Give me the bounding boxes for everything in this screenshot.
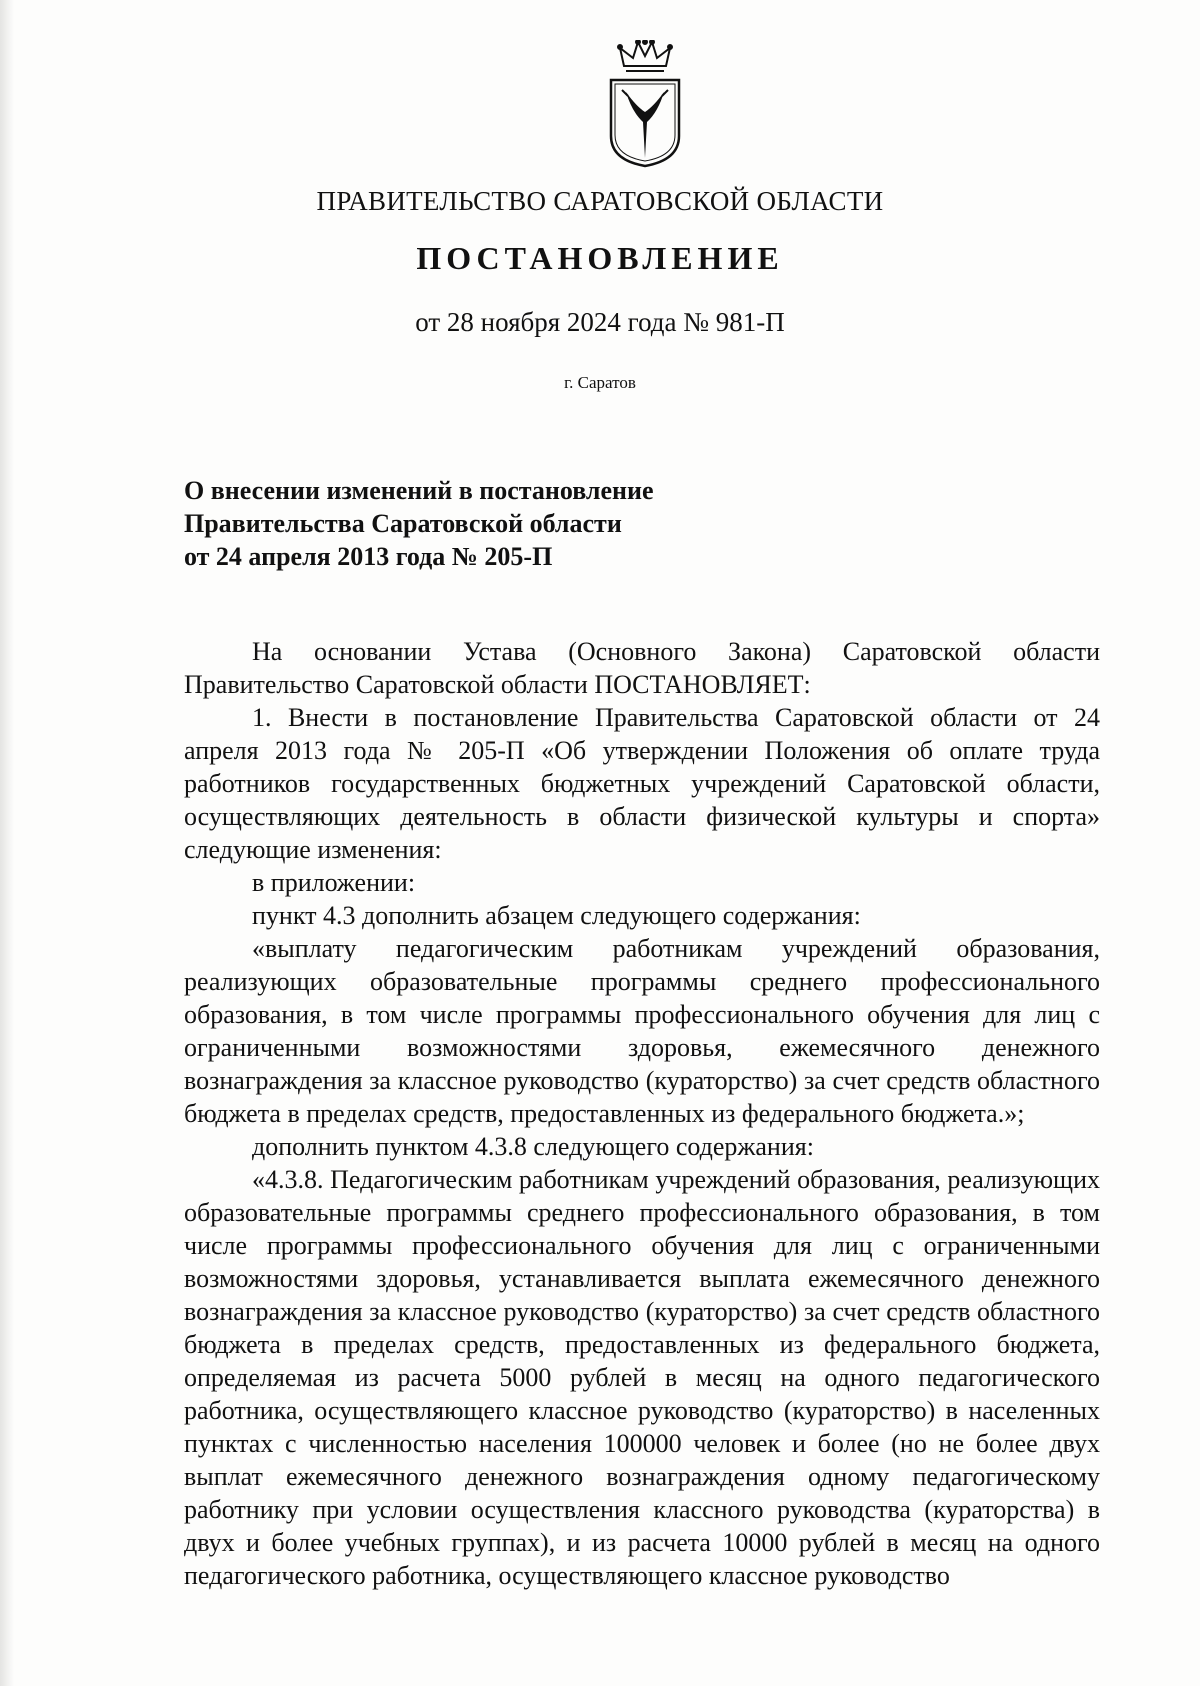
body-paragraph-quote: «выплату педагогическим работникам учреждений образования, реализующих образовательные программы среднего профессионального образования, в том числе программы профессионального обучения для лиц с ограниченными возможностями здоровья, ежемесячного денежного вознаграждения за классное руководство (кураторство) за счет средств областного бюджета в пределах средств, предоставленных из федерального бюджета.»; bbox=[184, 934, 1100, 1128]
subject-line: Правительства Саратовской области bbox=[184, 509, 622, 538]
document-city: г. Саратов bbox=[564, 373, 636, 392]
coat-of-arms-icon bbox=[602, 40, 688, 168]
body-paragraph-item-1: 1. Внести в постановление Правительства Саратовской области от 24 апреля 2013 года № 205-П «Об утверждении Положения об оплате труда работников государственных бюджетных учреждений Саратовской области, осуществляющих деятельность в области физической культуры и спорта» следующие изменения: bbox=[184, 703, 1100, 864]
document-type-title: ПОСТАНОВЛЕНИЕ bbox=[416, 240, 784, 276]
subject-line: от 24 апреля 2013 года № 205-П bbox=[184, 542, 553, 571]
body-paragraph-preamble: На основании Устава (Основного Закона) Саратовской области Правительство Саратовской области ПОСТАНОВЛЯЕТ: bbox=[184, 637, 1100, 699]
document-subject bbox=[184, 474, 654, 573]
document-date-number: от 28 ноября 2024 года № 981-П bbox=[415, 307, 785, 337]
government-name: ПРАВИТЕЛЬСТВО САРАТОВСКОЙ ОБЛАСТИ bbox=[316, 186, 884, 216]
body-paragraph-point-4-3-8: «4.3.8. Педагогическим работникам учреждений образования, реализующих образовательные программы среднего профессионального образования, в том числе программы профессионального обучения для лиц с ограниченными возможностями здоровья, устанавливается выплата ежемесячного денежного вознаграждения за классное руководство (кураторство) за счет средств областного бюджета в пределах средств, предоставленных из федерального бюджета, определяемая из расчета 5000 рублей в месяц на одного педагогического работника, осуществляющего классное руководство (кураторство) в населенных пунктах с численностью населения 100000 человек и более (но не более двух выплат ежемесячного денежного вознаграждения одному педагогическому работнику при условии осуществления классного руководства (кураторства) в двух и более учебных группах), и из расчета 10000 рублей в месяц на одного педагогического работника, осуществляющего классное руководство bbox=[184, 1165, 1100, 1590]
body-paragraph: пункт 4.3 дополнить абзацем следующего содержания: bbox=[252, 901, 861, 930]
document-body bbox=[184, 635, 1100, 1592]
body-paragraph: дополнить пунктом 4.3.8 следующего содержания: bbox=[252, 1132, 814, 1161]
body-paragraph: в приложении: bbox=[252, 868, 416, 897]
subject-line: О внесении изменений в постановление bbox=[184, 476, 654, 505]
